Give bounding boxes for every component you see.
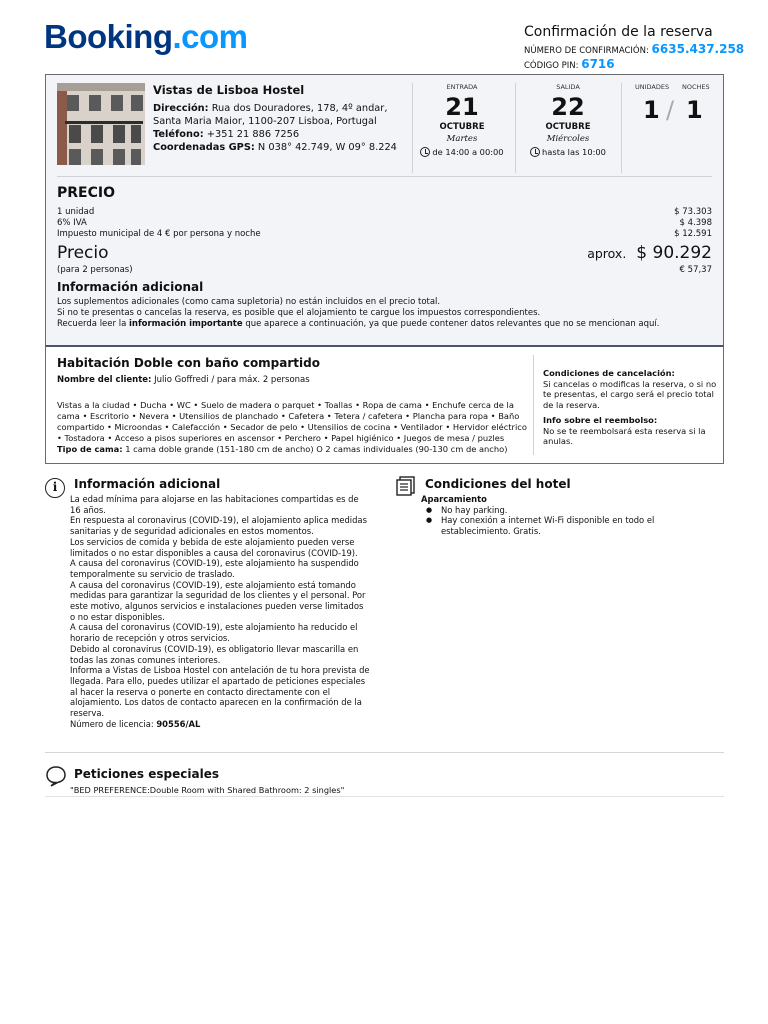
checkout-column: [520, 83, 616, 157]
confirmation-number: 6635.437.258: [651, 42, 745, 56]
extra-info-text: [57, 297, 717, 330]
checkin-day: 21: [445, 93, 479, 121]
hotel-phone: +351 21 886 7256: [206, 129, 300, 140]
refund-label: Info sobre el reembolso:: [543, 415, 658, 425]
price-heading: PRECIO: [57, 185, 115, 201]
hotel-name: Vistas de Lisboa Hostel: [153, 83, 305, 97]
address-label: Dirección:: [153, 103, 209, 114]
cancellation-label: Condiciones de cancelación:: [543, 368, 675, 378]
additional-info-paragraph: La edad mínima para alojarse en las habitaciones compartidas es de 16 años.: [70, 494, 359, 515]
logo-text-com: .com: [172, 18, 248, 55]
pin-code: 6716: [581, 57, 615, 71]
extra-info-line: Los suplementos adicionales (como cama supletoria) no están incluidos en el precio total.: [57, 297, 441, 307]
nights-label: NOCHES: [682, 83, 710, 91]
checkout-month: OCTUBRE: [545, 122, 591, 132]
pin-line: [524, 58, 764, 73]
price-row-label: 1 unidad: [57, 207, 95, 217]
additional-info-paragraph: Informa a Vistas de Lisboa Hostel con antelación de tu hora prevista de llegada. Para ello, puedes utilizar el apartado de peticiones especiales al hacer la reserva o ponerte en contacto directamente con el alojamiento. Los datos de contacto aparecen en la confirmación de la reserva.: [70, 665, 370, 719]
phone-label: Teléfono:: [153, 129, 204, 140]
persons-note: (para 2 personas): [57, 265, 133, 275]
extra-info-line: Si no te presentas o cancelas la reserva, es posible que el alojamiento te cargue los impuestos correspondientes.: [57, 308, 541, 318]
client-line: [57, 375, 310, 385]
total-price-label: Precio: [57, 243, 109, 263]
hotel-details: [153, 102, 398, 154]
approx-label: aprox.: [587, 246, 627, 261]
list-item: ● No hay parking.: [421, 505, 691, 516]
confirmation-number-line: [524, 43, 764, 58]
divider: [515, 83, 516, 173]
total-price: [587, 243, 712, 263]
extra-info-heading: Información adicional: [57, 280, 204, 294]
checkin-label: ENTRADA: [446, 83, 478, 91]
pin-label: CÓDIGO PIN:: [524, 61, 579, 71]
speech-bubble-icon: [45, 765, 67, 787]
divider: [412, 83, 413, 173]
hotel-gps: N 038° 42.749, W 09° 8.224: [257, 142, 397, 153]
additional-info-paragraph: A causa del coronavirus (COVID-19), este alojamiento ha reducido el horario de recepción y otros servicios.: [70, 622, 358, 644]
gps-label: Coordenadas GPS:: [153, 142, 255, 153]
divider: [45, 752, 724, 753]
hotel-conditions-list: [421, 505, 691, 537]
checkout-time-text: hasta las 10:00: [542, 147, 606, 157]
checkin-weekday: Martes: [446, 134, 478, 144]
total-price-value: $ 90.292: [636, 243, 712, 263]
units-nights-labels: [622, 83, 722, 93]
price-row-label: Impuesto municipal de 4 € por persona y noche: [57, 229, 261, 239]
checkin-month: OCTUBRE: [439, 122, 485, 132]
hotel-photo: [57, 83, 145, 165]
bed-type-label: Tipo de cama:: [57, 444, 123, 454]
confirmation-block: [524, 24, 764, 73]
price-row-label: 6% IVA: [57, 218, 87, 228]
units-nights-column: [622, 83, 722, 126]
checkin-time: [414, 147, 510, 157]
checkout-time: [520, 147, 616, 157]
logo-text-booking: Booking: [44, 18, 173, 55]
price-row-value: $ 12.591: [674, 229, 712, 239]
special-requests-text: "BED PREFERENCE:Double Room with Shared Bathroom: 2 singles": [70, 785, 345, 795]
divider: [57, 176, 712, 177]
booking-summary-box: [45, 74, 724, 346]
units-value: 1: [643, 96, 660, 124]
persons-row: [57, 265, 712, 275]
clock-icon: [530, 147, 540, 157]
units-label: UNIDADES: [635, 83, 670, 91]
additional-info-paragraph: A causa del coronavirus (COVID-19), este alojamiento ha suspendido temporalmente su servicio de traslado.: [70, 558, 359, 579]
info-icon: i: [45, 478, 65, 498]
license-number: 90556/AL: [156, 718, 201, 729]
parking-heading: Aparcamiento: [421, 494, 487, 504]
checkout-day: 22: [551, 93, 585, 121]
price-row: [57, 207, 712, 217]
price-row: [57, 229, 712, 239]
cancellation-text: Si cancelas o modificas la reserva, o si no te presentas, el cargo será el precio total de la reserva.: [543, 378, 717, 410]
important-info-text: información importante: [128, 319, 243, 329]
additional-info-text: [70, 494, 370, 729]
license-label: Número de licencia:: [70, 718, 154, 729]
price-row: [57, 218, 712, 228]
checkout-label: SALIDA: [556, 83, 580, 91]
bed-type: 1 cama doble grande (151-180 cm de ancho) O 2 camas individuales (90-130 cm de ancho): [125, 444, 508, 454]
special-requests-heading: Peticiones especiales: [74, 767, 219, 781]
cancellation-info: [543, 368, 718, 447]
checkin-column: [414, 83, 510, 157]
units-slash: /: [666, 96, 675, 124]
hotel-address: Rua dos Douradores, 178, 4º andar, Santa Maria Maior, 1100-207 Lisboa, Portugal: [153, 103, 388, 127]
divider: [533, 355, 534, 455]
extra-info-line: [57, 319, 717, 330]
price-eur: € 57,37: [679, 265, 712, 275]
additional-info-paragraph: Los servicios de comida y bebida de este alojamiento pueden verse limitados o no estar disponibles a causa del coronavirus (COVID-19).: [70, 536, 358, 558]
extra-info-text-part: Recuerda leer la: [57, 319, 129, 329]
checkin-time-text: de 14:00 a 00:00: [432, 147, 504, 157]
additional-info-paragraph: Debido al coronavirus (COVID-19), es obligatorio llevar mascarilla en todas las zonas comunes interiores.: [70, 643, 359, 665]
client-name: Julio Goffredi / para máx. 2 personas: [154, 375, 310, 385]
divider: [45, 796, 724, 797]
clock-icon: [420, 147, 430, 157]
room-amenities: Vistas a la ciudad • Ducha • WC • Suelo de madera o parquet • Toallas • Ropa de cama • Enchufe cerca de la cama • Escritorio • Nevera • Utensilios de planchado • Cafetera • Tetera / cafetera • Plancha para ropa • Baño compartido • Microondas • Calefacción • Secador de pelo • Utensilios de cocina • Ventilador • Hervidor eléctrico • Tostadora • Acceso a pisos superiores en ascensor • Perchero • Papel higiénico • Juegos de mesa / puzles: [57, 400, 527, 443]
units-nights-values: [622, 96, 722, 126]
additional-info-paragraph: En respuesta al coronavirus (COVID-19), el alojamiento aplica medidas sanitarias y de seguridad adicionales en estos momentos.: [70, 515, 367, 537]
room-box: [45, 345, 724, 464]
bed-type-line: [57, 444, 537, 454]
document-icon: [396, 476, 416, 496]
price-row-value: $ 73.303: [674, 207, 712, 217]
refund-text: No se te reembolsará esta reserva si la anulas.: [543, 425, 706, 446]
price-row-value: $ 4.398: [679, 218, 712, 228]
hotel-conditions: [421, 494, 691, 537]
checkout-weekday: Miércoles: [546, 134, 590, 144]
additional-info-paragraph: A causa del coronavirus (COVID-19), este alojamiento está tomando medidas para garantizar la seguridad de los clientes y el personal. Por este motivo, algunos servicios e instalaciones pueden verse limitados o no estar disponibles.: [70, 579, 366, 622]
license-line: [70, 719, 370, 730]
list-item: ● Hay conexión a internet Wi-Fi disponible en todo el establecimiento. Gratis.: [421, 515, 691, 536]
confirmation-number-label: NÚMERO DE CONFIRMACIÓN:: [524, 46, 649, 56]
hotel-conditions-heading: Condiciones del hotel: [425, 477, 571, 491]
additional-info-heading: Información adicional: [74, 477, 221, 491]
nights-value: 1: [686, 96, 703, 124]
room-title: Habitación Doble con baño compartido: [57, 356, 320, 370]
booking-logo: [44, 18, 248, 56]
client-label: Nombre del cliente:: [57, 375, 152, 385]
confirmation-title: Confirmación de la reserva: [524, 24, 713, 40]
extra-info-text-part: que aparece a continuación, ya que puede contener datos relevantes que no se mencionan aquí.: [242, 319, 660, 329]
